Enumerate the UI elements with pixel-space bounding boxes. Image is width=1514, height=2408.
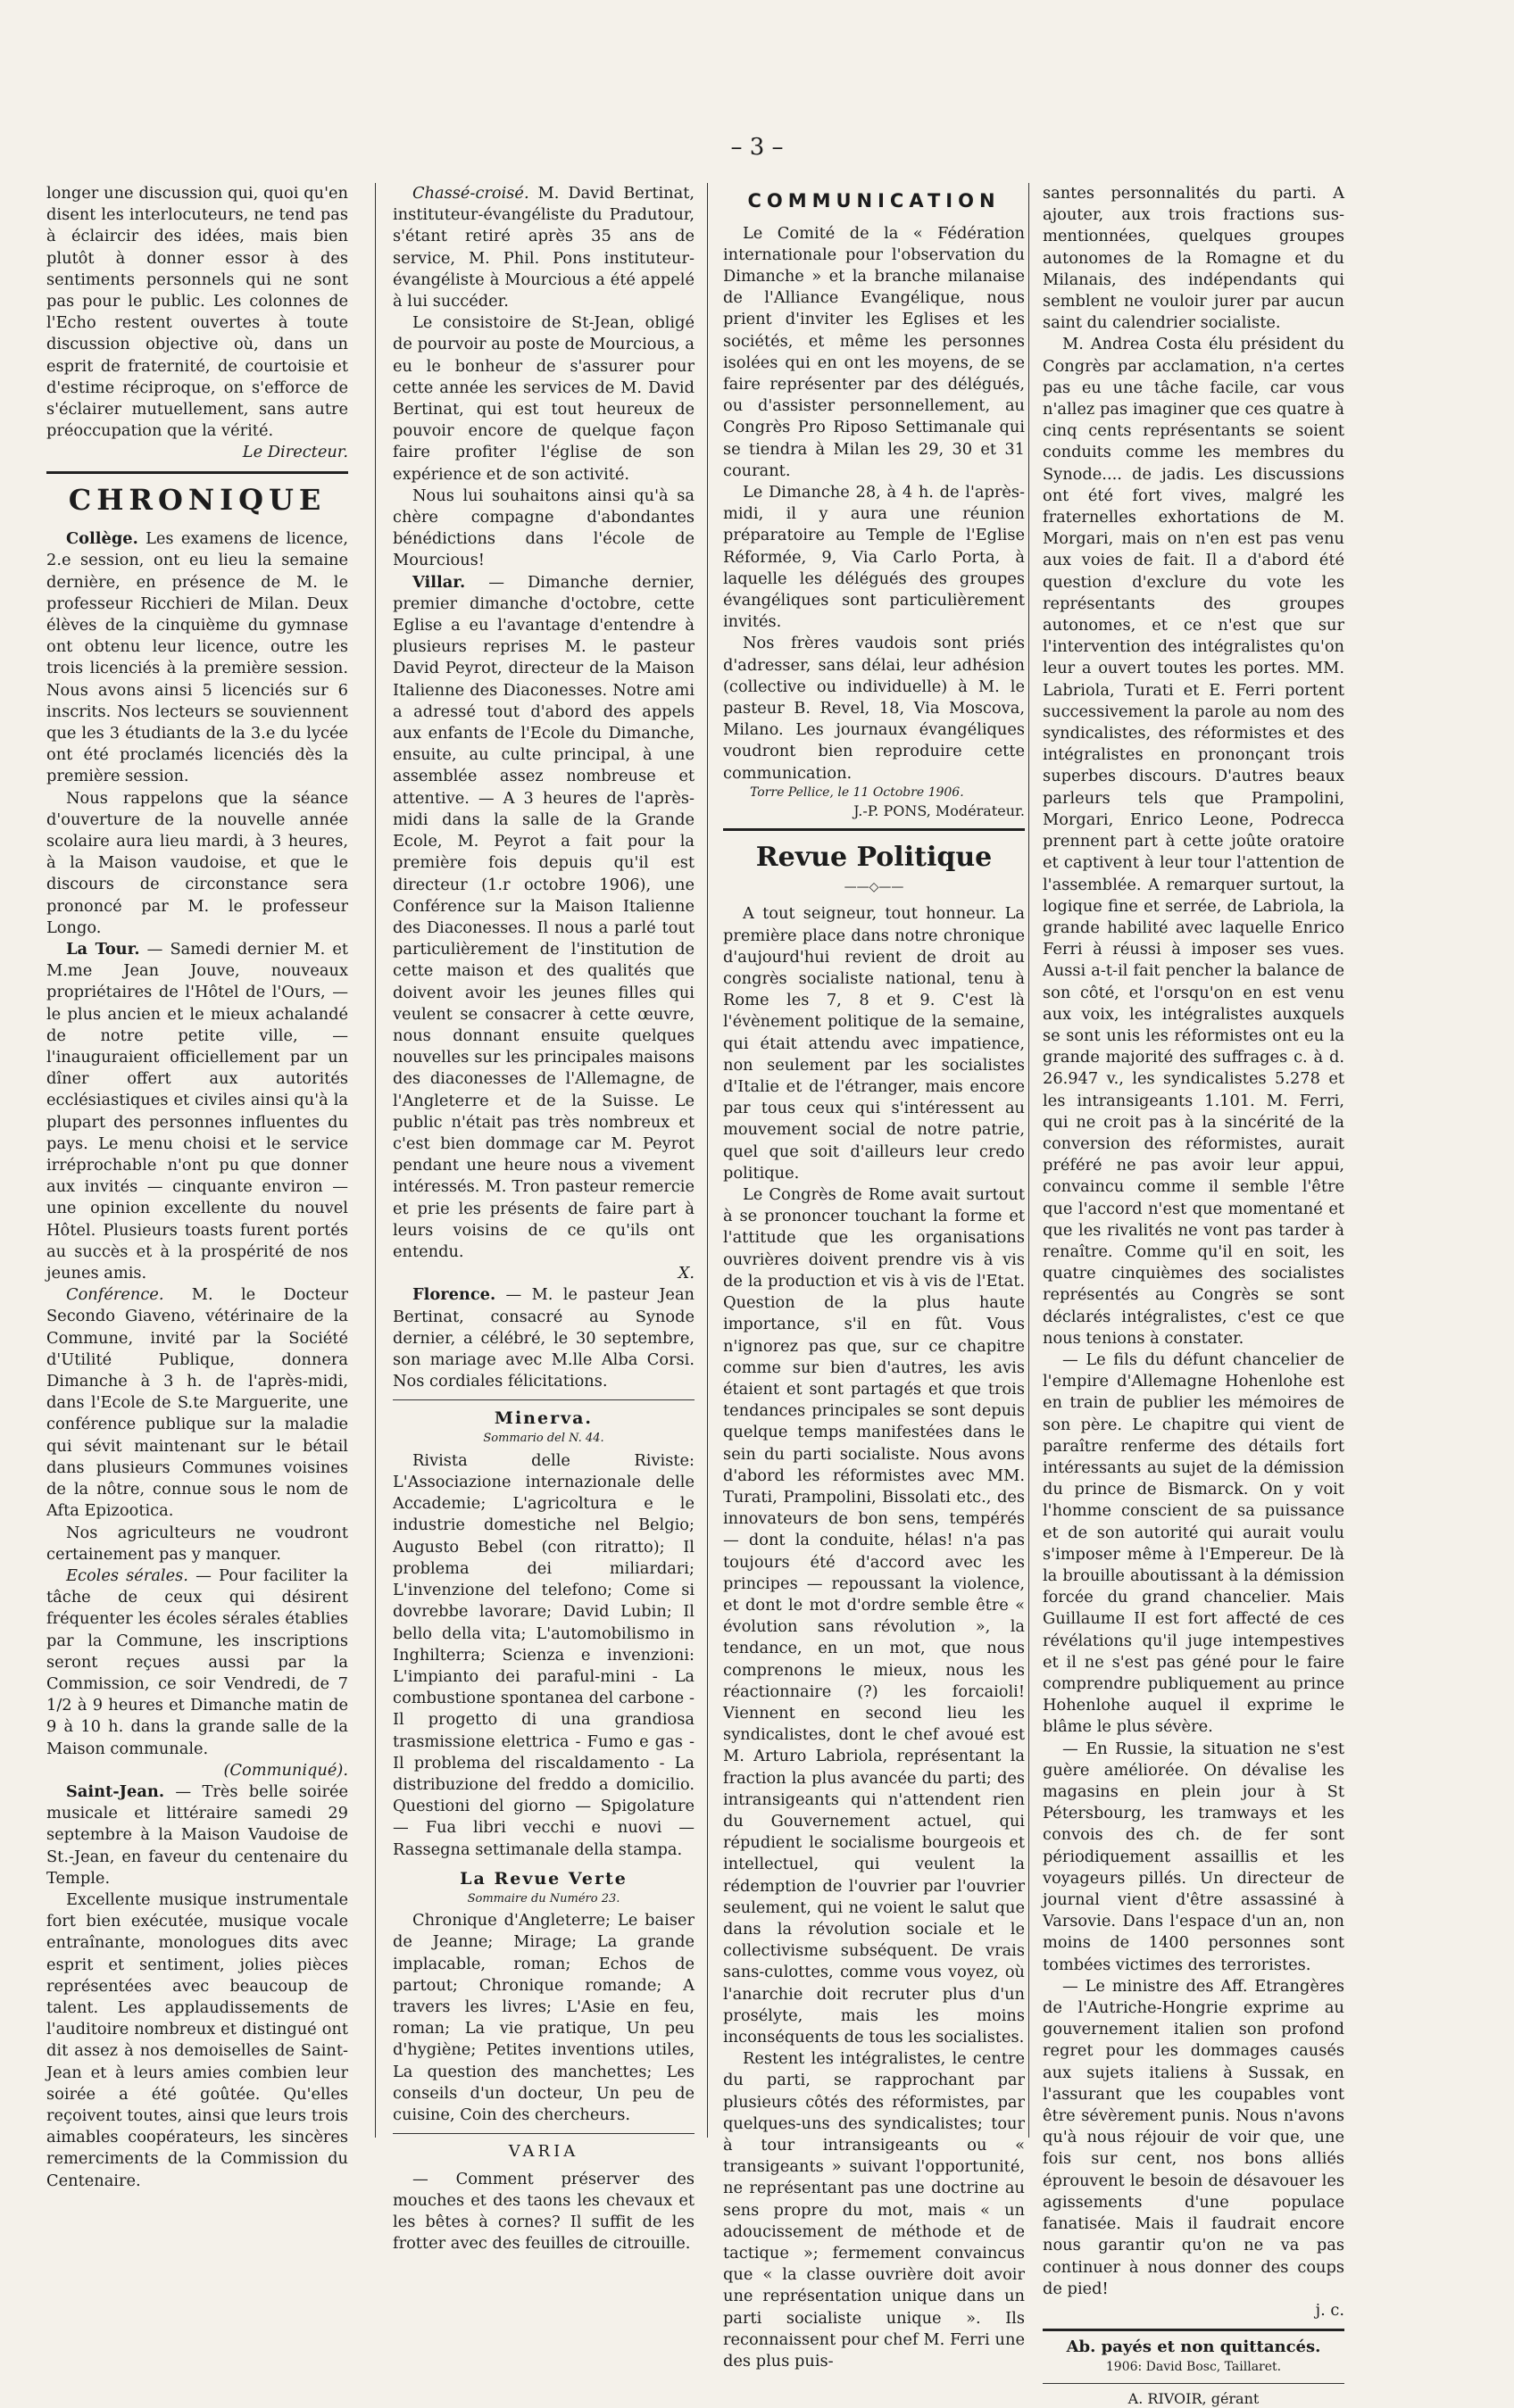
revueverte-contents: Chronique d'Angleterre; Le baiser de Jeanne; Mirage; La grande implacable, roman; Echos de partout; Chronique romande; A travers les livres; L'Asie en feu, roman; La vie pratique, Un peu d'hygiène; Petites inventions utiles, La question des manchettes; Les conseils d'un docteur, Un peu de cuisine, Coin des chercheurs. [393, 1911, 695, 2125]
villar-lead: Villar. [412, 572, 466, 592]
ecoles-paragraph [46, 1565, 348, 1760]
section-divider [393, 1399, 695, 1400]
revue-continued: santes personnalités du parti. A ajouter, aux trois fractions sus-mentionnées, quelques groupes autonomes de la Romagne et du Milanais, des indépendants qui semblent ne vouloir jurer par aucun saint du calendrier socialiste. [1043, 184, 1344, 333]
communication-paragraph: Le Comité de la « Fédération internationale pour l'observation du Dimanche » et la branche milanaise de l'Alliance Evangélique, nous prient d'inviter les Eglises et les sociétés, et même les personnes isolées qui en ont les moyens, de se faire représenter par des délégués, ou d'assister personnellement, au Congrès Pro Riposo Settimanale qui se tiendra à Milan les 29, 30 et 31 courant. [723, 223, 1025, 480]
villar-text: — Dimanche dernier, premier dimanche d'octobre, cette Eglise a eu l'avantage d'entendre à plusieurs reprises M. le pasteur David Peyrot, directeur de la Maison Italienne des Diaconesses. Notre ami a adressé tout d'abord des appels aux enfants de l'Ecole du Dimanche, ensuite, au culte principal, à une assemblée assez nombreuse et attentive. — A 3 heures de l'après-midi dans la salle de la Grande Ecole, M. Peyrot a fait pour la première fois depuis qu'il est directeur (1.r octobre 1906), une Conférence sur la Maison Italienne des Diaconesses. Il nous a parlé tout particulièrement de l'institution de cette maison et des qualités que doivent avoir les jeunes filles qui veulent se consacrer à cette œuvre, nous donnant ensuite quelques nouvelles sur les principales maisons des diaconesses de l'Allemagne, de l'Angleterre et de la Suisse. Le public n'était pas très nombreux et c'est bien dommage car M. Peyrot pendant une heure nous a vivement intéressés. M. Tron pasteur remercie et prie les présents de faire part à leurs voisins de ce qu'ils ont entendu. [393, 572, 695, 1261]
ecoles-text: — Pour faciliter la tâche de ceux qui désirent fréquenter les écoles sérales établies par la Commune, les inscriptions seront reçues aussi par la Commission, ce soir Vendredi, de 7 1/2 à 9 heures et Dimanche matin de 9 à 10 h. dans la grande salle de la Maison communale. [46, 1565, 348, 1758]
communication-signature: J.-P. PONS, Modérateur. [853, 801, 1025, 819]
florence-paragraph [393, 1284, 695, 1392]
communication-paragraph-2: Le Dimanche 28, à 4 h. de l'après-midi, il y aura une réunion préparatoire au Temple de l'Eglise Réformée, 9, Via Carlo Porta, à laquelle les délégués des groupes évangéliques sont particulièrement invités. [723, 482, 1025, 632]
stjean-text: — Très belle soirée musicale et littéraire samedi 29 septembre à la Maison Vaudoise de St.-Jean, en faveur du centenaire du Temple. [46, 1781, 348, 1888]
chronique-title: CHRONIQUE [68, 482, 327, 517]
abonnements-list: 1906: David Bosc, Taillaret. [1105, 2359, 1282, 2374]
stjean-lead: Saint-Jean. [66, 1781, 165, 1801]
article-continued: longer une discussion qui, quoi qu'en disent les interlocuteurs, ne tend pas à éclaircir des idées, mais bien plutôt à donner essor à des sentiments personnels qui ne sont pas pour le public. Les colonnes de l'Echo restent ouvertes à toute discussion objective où, dans un esprit de fraternité, de courtoisie et d'estime réciproque, on s'efforce de s'éclairer mutuellement, sans autre préoccupation que la vérité. [46, 184, 348, 441]
college-text: Les examens de licence, 2.e session, ont eu lieu la semaine dernière, en présence de M. le professeur Ricchieri de Milan. Deux élèves de la cinquième du gymnase ont obtenu leur licence, outre les trois licenciés à la première session. Nous avons ainsi 5 licenciés sur 6 inscrits. Nos lecteurs se souviennent que les 3 étudiants de la 3.e du lycée ont été proclamés licenciés dès la première session. [46, 529, 348, 786]
communication-title: COMMUNICATION [747, 190, 1001, 212]
ornament-divider: ——◇—— [844, 880, 904, 895]
column-3 [723, 183, 1025, 2371]
chasse-paragraph [393, 183, 695, 312]
revue-paragraph-5: — Le fils du défunt chancelier de l'empire d'Allemagne Hohenlohe est en train de publier les mémoires de son père. Le chapitre qui vient de paraître renferme des détails fort intéressants au sujet de la démission du prince de Bismarck. On y voit l'homme conscient de sa puissance et de son autorité qui aurait voulu s'imposer même à l'Empereur. De là la brouille aboutissant à la démission forcée du grand chancelier. Mais Guillaume II est fort affecté de ces révélations qu'il juge intempestives et il ne s'est pas géné pour le faire comprendre publiquement au prince Hohenlohe auquel il exprime le blâme le plus sévère. [1043, 1349, 1344, 1737]
conference-paragraph-2: Nos agriculteurs ne voudront certainement pas y manquer. [46, 1523, 348, 1564]
revueverte-sommaire: Sommaire du Numéro 23. [467, 1891, 620, 1906]
latour-paragraph [46, 939, 348, 1284]
florence-lead: Florence. [412, 1285, 496, 1305]
section-divider [393, 2133, 695, 2134]
column-2 [393, 183, 695, 2254]
revue-paragraph-2: Le Congrès de Rome avait surtout à se prononcer touchant la forme et l'attitude que les organisations ouvrières doivent prendre vis à vis de la production et vis à vis de l'Etat. Question de la plus haute importance, s'il en fût. Vous n'ignorez pas que, sur ce chapitre comme sur bien d'autres, les avis étaient et sont partagés et que trois tendances principales se sont depuis quelque temps manifestées dans le sein du parti socialiste. Nous avons d'abord les réformistes avec MM. Turati, Prampolini, Bissolati etc., des innovateurs de bon sens, tempérés — dont la conduite, hélas! n'a pas toujours été d'accord avec les principes — repoussant la violence, et dont le mot d'ordre semble être « évolution sans révolution », la tendance, en un mot, que nous comprenons le mieux, nous les réactionnaire (?) les forcaioli! Viennent en second lieu les syndicalistes, dont le chef avoué est M. Arturo Labriola, représentant la fraction la plus avancée du parti; des intransigeants qui n'attendent rien du Gouvernement actuel, qui répudient le socialisme bourgeois et intellectuel, qui veulent la rédemption de l'ouvrier par l'ouvrier seulement, qui ne voient le salut que dans la révolution sociale et le collectivisme subséquent. De vrais sans-culottes, comme vous voyez, où l'anarchie doit recruter plus d'un prosélyte, mais les moins inconséquents de tous les socialistes. [723, 1185, 1025, 2047]
communication-paragraph-3: Nos frères vaudois sont priés d'adresser, sans délai, leur adhésion (collective ou individuelle) à M. le pasteur B. Revel, 18, Via Moscova, Milano. Les journaux évangéliques voudront bien reproduire cette communication. [723, 634, 1025, 783]
chasse-paragraph-3: Nous lui souhaitons ainsi qu'à sa chère compagne d'abondantes bénédictions dans l'école de Mourcious! [393, 486, 695, 570]
signature-directeur: Le Directeur. [242, 443, 348, 462]
minerva-sommaire: Sommario del N. 44. [483, 1432, 604, 1446]
revue-signature: j. c. [1315, 2300, 1344, 2320]
abonnements-title: Ab. payés et non quittancés. [1066, 2337, 1321, 2357]
section-divider [1043, 2383, 1344, 2384]
section-divider [723, 828, 1025, 831]
section-divider [46, 471, 348, 474]
column-rule [375, 183, 376, 2138]
revue-paragraph-4: M. Andrea Costa élu président du Congrès par acclamation, n'a certes pas eu une tâche facile, car vous n'allez pas imaginer que ces quatre à cinq cents représentants se soient conduits comme les membres du Synode.... de jadis. Les discussions ont été fort vives, malgré les fraternelles exhortations de M. Morgari, mais on n'en est pas venu aux voies de fait. Il a d'abord été question d'exclure du vote les représentants des groupes autonomes, et ce n'est que sur l'intervention des intégralistes qu'on leur a ouvert toutes les portes. MM. Labriola, Turati et E. Ferri portent successivement la parole au nom des syndicalistes, des réformistes et des intégralistes en prononçant trois superbes discours. D'autres beaux parleurs tels que Prampolini, Morgari, Enrico Leone, Podrecca prennent part à cette joûte oratoire et captivent à leur tour l'attention de l'assemblée. A remarquer surtout, la logique fine et serrée, de Labriola, la grande habilité avec laquelle Enrico Ferri à réussi à imposer ses vues. Aussi a-t-il fait pencher la balance de son côté, et l'orsqu'on en est venu aux voix, les intégralistes auxquels se sont unis les réformistes ont eu la grande majorité des suffrages c. à d. 26.947 v., les syndicalistes 5.278 et les intransigeants 1.101. M. Ferri, qui ne croit pas à la sincérité de la conversion des réformistes, aurait préféré ne pas avoir leur appui, convaincu comme il semble l'être que l'accord n'est que momentané et que les rivalités ne vont pas tarder à renaître. Comme qu'il en soit, les quatre cinquièmes des socialistes représentés au Congrès se sont déclarés intégralistes, c'est ce que nous tenions à constater. [1043, 335, 1344, 1348]
conference-paragraph [46, 1284, 348, 1522]
chasse-text: M. David Bertinat, instituteur-évangéliste du Pradutour, s'étant retiré après 35 ans de service, M. Phil. Pons instituteur-évangéliste à Mourcious a été appelé à lui succéder. [393, 184, 695, 311]
college-lead: Collège. [66, 529, 138, 549]
page-number: – 3 – [730, 134, 784, 161]
column-rule [1028, 183, 1029, 2138]
stjean-paragraph-2: Excellente musique instrumentale fort bien exécutée, musique vocale entraînante, monologues dits avec esprit et sentiment, jolies pièces représentées avec beaucoup de talent. Les applaudissements de l'auditoire nombreux et distingué ont dit assez à nos demoiselles de Saint-Jean et à leurs amies combien leur soirée a été goûtée. Qu'elles reçoivent toutes, ainsi que leurs trois aimables coopérateurs, les sincères remerciments de la Commission du Centenaire. [46, 1889, 348, 2190]
college-paragraph [46, 528, 348, 787]
revue-paragraph-6: — En Russie, la situation ne s'est guère améliorée. On dévalise les magasins en plein jour à St Pétersbourg, les tramways et les convois des ch. de fer sont périodiquement assaillis et les voyageurs pillés. Un directeur de journal vient d'être assassiné à Varsovie. Dans l'espace d'un an, non moins de 1400 personnes sont tombées victimes des terroristes. [1043, 1739, 1344, 1974]
revue-paragraph-3: Restent les intégralistes, le centre du parti, se rapprochant par plusieurs côtés des réformistes, par quelques-uns des syndicalistes; tour à tour intransigeants ou « transigeants » suivant l'opportunité, ne représentant pas une doctrine au sens propre du mot, mais « un adoucissement de méthode et de tactique »; fermement convaincus que « la classe ouvrière doit avoir une représentation unique dans un parti socialiste unique ». Ils reconnaissent pour chef M. Ferri une des plus puis- [723, 2049, 1025, 2371]
gerant-signature: A. RIVOIR, gérant [1127, 2389, 1260, 2407]
chasse-paragraph-2: Le consistoire de St-Jean, obligé de pourvoir au poste de Mourcious, a eu le bonheur de s'assurer pour cette année les services de M. David Bertinat, qui est tout heureux de pouvoir encore de quelque façon faire profiter l'église de son expérience et de son activité. [393, 313, 695, 484]
varia-text: — Comment préserver des mouches et des taons les chevaux et les bêtes à cornes? Il suffit de les frotter avec des feuilles de citrouille. [393, 2169, 695, 2254]
revue-paragraph-7: — Le ministre des Aff. Etrangères de l'Autriche-Hongrie exprime au gouvernement italien son profond regret pour les dommages causés aux sujets italiens à Sussak, en l'assurant que les coupables vont être sévèrement punis. Nous n'avons qu'à nous réjouir de voir que, une fois sur cent, nos bons alliés éprouvent le besoin de désavouer les agissements d'une populace fanatisée. Mais il faudrait encore nous garantir qu'on ne va pas continuer à nous donner des coups de pied! [1043, 1976, 1344, 2298]
section-divider [1043, 2329, 1344, 2331]
minerva-title: Minerva. [494, 1408, 594, 1429]
communication-dateline: Torre Pellice, le 11 Octobre 1906. [750, 785, 964, 800]
villar-signature: X. [678, 1264, 695, 1283]
column-4 [1043, 183, 1344, 2407]
revue-paragraph: A tout seigneur, tout honneur. La première place dans notre chronique d'aujourd'hui revient de droit au congrès socialiste national, tenu à Rome les 7, 8 et 9. C'est là l'évènement politique de la semaine, qui était attendu avec impatience, non seulement par les socialistes d'Italie et de l'étranger, mais encore par tous ceux qui s'intéressent au mouvement social de notre patrie, quel que soit d'ailleurs leur credo politique. [723, 904, 1025, 1183]
conference-text: M. le Docteur Secondo Giaveno, vétérinaire de la Commune, invité par la Société d'Utilité Publique, donnera Dimanche à 3 h. de l'après-midi, dans l'Ecole de S.te Marguerite, une conférence publique sur la maladie qui sévit maintenant sur le bétail dans plusieurs Communes voisines de la nôtre, connue sous le nom de Afta Epizootica. [46, 1285, 348, 1521]
chasse-lead: Chassé-croisé. [412, 184, 529, 203]
conference-lead: Conférence. [66, 1285, 164, 1305]
column-rule [707, 183, 708, 2138]
villar-paragraph [393, 572, 695, 1264]
revue-politique-title: Revue Politique [755, 841, 993, 873]
revueverte-title: La Revue Verte [460, 1868, 628, 1889]
latour-lead: La Tour. [66, 940, 140, 959]
florence-text: — M. le pasteur Jean Bertinat, consacré au Synode dernier, a célébré, le 30 septembre, son mariage avec M.lle Alba Corsi. Nos cordiales félicitations. [393, 1285, 695, 1391]
communique-signature: (Communiqué). [223, 1760, 348, 1780]
college-paragraph-2: Nous rappelons que la séance d'ouverture de la nouvelle année scolaire aura lieu mardi, à 3 heures, à la Maison vaudoise, et que le discours de circonstance sera prononcé par M. le professeur Longo. [46, 788, 348, 937]
minerva-contents: Rivista delle Riviste: L'Associazione internazionale delle Accademie; L'agricoltura e le industrie domestiche nel Belgio; Augusto Bebel (con ritratto); Il problema dei miliardari; L'invenzione del telefono; Come si dovrebbe lavorare; David Lubin; Il bello della vita; L'automobilismo in Inghilterra; Scienza e invenzioni: L'impianto dei paraful-mini - La combustione spontanea del carbone - Il progetto di una grandiosa trasmissione elettrica - Fumo e gas - Il problema del riscaldamento - La distribuzione del freddo a domicilio. Questioni del giorno — Spigolature — Fua libri vecchi e nuovi — Rassegna settimanale della stampa. [393, 1450, 695, 1859]
varia-title: VARIA [508, 2142, 579, 2162]
latour-text: — Samedi dernier M. et M.me Jean Jouve, nouveaux propriétaires de l'Hôtel de l'Ours, — le plus ancien et le mieux achalandé de notre petite ville, — l'inauguraient officiellement par un dîner offert aux autorités ecclésiastiques et civiles ainsi qu'à la plupart des personnes influentes du pays. Le menu choisi et le service irréprochable n'ont pu que donner aux invités — cinquante environ — une opinion excellente du nouvel Hôtel. Plusieurs toasts furent portés au succès et à la prospérité de nos jeunes amis. [46, 940, 349, 1283]
ecoles-lead: Ecoles sérales. [66, 1565, 188, 1585]
stjean-paragraph [46, 1781, 348, 1889]
column-1 [46, 183, 349, 2190]
